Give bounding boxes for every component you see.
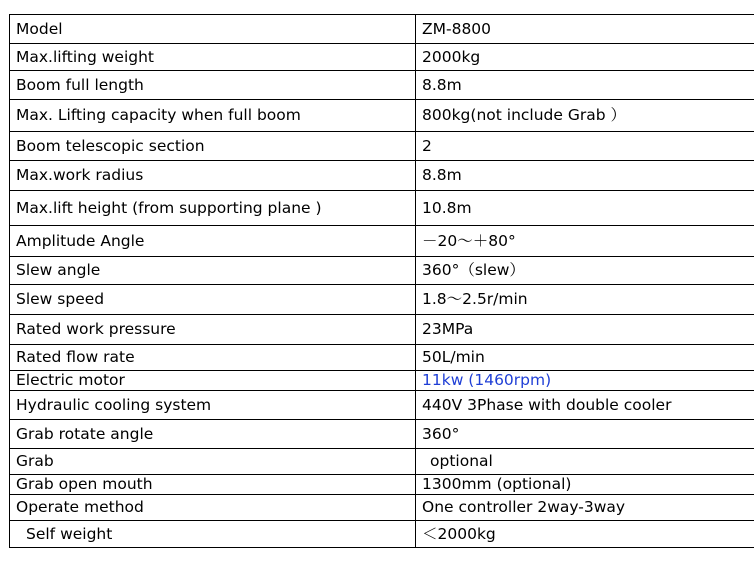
- spec-label: Rated flow rate: [10, 345, 416, 371]
- table-row: [10, 345, 754, 371]
- spec-value: ZM-8800: [416, 15, 754, 44]
- spec-value: One controller 2way-3way: [416, 495, 754, 521]
- spec-label: Hydraulic cooling system: [10, 391, 416, 420]
- spec-value: 50L/min: [416, 345, 754, 371]
- spec-label: Electric motor: [10, 371, 416, 391]
- spec-value: 23MPa: [416, 315, 754, 345]
- table-row: [10, 495, 754, 521]
- spec-label: Slew angle: [10, 257, 416, 285]
- table-row: [10, 391, 754, 420]
- spec-value: optional: [416, 449, 754, 475]
- table-row: [10, 371, 754, 391]
- spec-label: Rated work pressure: [10, 315, 416, 345]
- table-row: [10, 44, 754, 71]
- table-row: [10, 15, 754, 44]
- spec-label: Amplitude Angle: [10, 226, 416, 257]
- spec-label: Boom full length: [10, 71, 416, 100]
- spec-value: 1300mm (optional): [416, 475, 754, 495]
- spec-value: 440V 3Phase with double cooler: [416, 391, 754, 420]
- table-row: [10, 161, 754, 191]
- spec-label: Grab open mouth: [10, 475, 416, 495]
- spec-value: 800kg(not include Grab ）: [416, 100, 754, 132]
- table-row: [10, 420, 754, 449]
- spec-value: 8.8m: [416, 161, 754, 191]
- spec-label: Slew speed: [10, 285, 416, 315]
- spec-value: 10.8m: [416, 191, 754, 226]
- spec-value: ＜2000kg: [416, 521, 754, 548]
- spec-value: 8.8m: [416, 71, 754, 100]
- spec-label: Grab: [10, 449, 416, 475]
- table-row: [10, 226, 754, 257]
- table-row: [10, 521, 754, 548]
- spec-label: Max.work radius: [10, 161, 416, 191]
- spec-label: Max.lifting weight: [10, 44, 416, 71]
- spec-value: 1.8～2.5r/min: [416, 285, 754, 315]
- spec-label: Boom telescopic section: [10, 132, 416, 161]
- spec-value: 360°: [416, 420, 754, 449]
- spec-value: －20～＋80°: [416, 226, 754, 257]
- table-row: [10, 257, 754, 285]
- table-row: [10, 132, 754, 161]
- table-row: [10, 315, 754, 345]
- spec-label: Max.lift height (from supporting plane ): [10, 191, 416, 226]
- spec-value: 2: [416, 132, 754, 161]
- table-row: [10, 100, 754, 132]
- table-row: [10, 191, 754, 226]
- spec-label: Grab rotate angle: [10, 420, 416, 449]
- spec-label: Operate method: [10, 495, 416, 521]
- table-row: [10, 449, 754, 475]
- table-row: [10, 71, 754, 100]
- spec-value: 11kw (1460rpm): [416, 371, 754, 391]
- spec-table: [9, 14, 754, 548]
- spec-label: Self weight: [10, 521, 416, 548]
- spec-value: 2000kg: [416, 44, 754, 71]
- table-row: [10, 285, 754, 315]
- table-row: [10, 475, 754, 495]
- spec-label: Max. Lifting capacity when full boom: [10, 100, 416, 132]
- spec-value: 360°（slew）: [416, 257, 754, 285]
- spec-label: Model: [10, 15, 416, 44]
